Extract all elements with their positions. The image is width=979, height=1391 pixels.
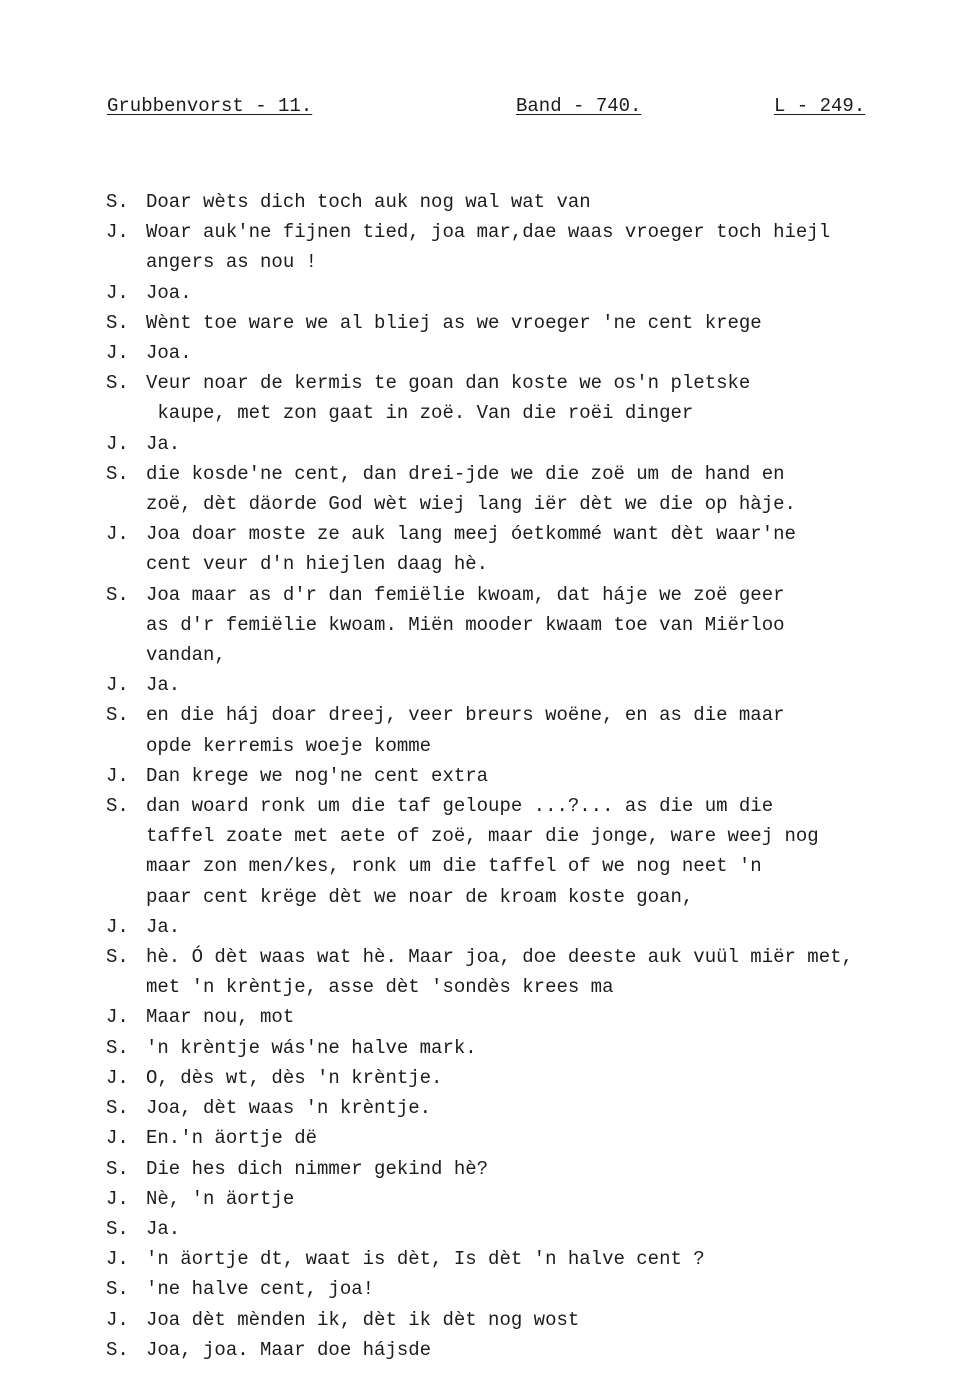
utterance bbox=[146, 1244, 966, 1274]
header-band: Band - 740. bbox=[516, 95, 642, 117]
utterance-line: vandan, bbox=[146, 644, 226, 667]
utterance-line: Veur noar de kermis te goan dan koste we os'n pletske bbox=[146, 372, 751, 395]
utterance bbox=[146, 338, 966, 368]
transcript-turn bbox=[106, 1033, 966, 1063]
utterance-line: Joa maar as d'r dan femiëlie kwoam, dat háje we zoë geer bbox=[146, 583, 785, 606]
utterance bbox=[146, 1274, 966, 1304]
transcript-turn bbox=[106, 1305, 966, 1335]
speaker-label: S. bbox=[106, 583, 129, 606]
transcript-turn bbox=[106, 700, 966, 760]
utterance-line: en die háj doar dreej, veer breurs woëne, en as die maar bbox=[146, 704, 785, 727]
transcript-turn bbox=[106, 1063, 966, 1093]
speaker-label: J. bbox=[106, 1187, 129, 1210]
speaker-label: J. bbox=[106, 342, 129, 365]
transcript-turn bbox=[106, 368, 966, 428]
utterance bbox=[146, 791, 966, 912]
header-code: L - 249. bbox=[774, 95, 866, 117]
speaker-label: S. bbox=[106, 795, 129, 818]
transcript-turn bbox=[106, 1214, 966, 1244]
utterance bbox=[146, 670, 966, 700]
speaker-label: S. bbox=[106, 1036, 129, 1059]
utterance-line: Woar auk'ne fijnen tied, joa mar,dae waas vroeger toch hiejl bbox=[146, 221, 831, 244]
utterance bbox=[146, 519, 966, 579]
utterance-line: Wènt toe ware we al bliej as we vroeger 'ne cent krege bbox=[146, 311, 762, 334]
utterance-line: taffel zoate met aete of zoë, maar die jonge, ware weej nog bbox=[146, 825, 819, 848]
utterance-line: Joa dèt mènden ik, dèt ik dèt nog wost bbox=[146, 1308, 580, 1331]
transcript-turn bbox=[106, 1335, 966, 1365]
transcript-turn bbox=[106, 459, 966, 519]
speaker-label: J. bbox=[106, 915, 129, 938]
utterance bbox=[146, 1063, 966, 1093]
transcript-turn bbox=[106, 217, 966, 277]
utterance bbox=[146, 1214, 966, 1244]
transcript-turn bbox=[106, 429, 966, 459]
speaker-label: J. bbox=[106, 1248, 129, 1271]
utterance-line: Maar nou, mot bbox=[146, 1006, 295, 1029]
speaker-label: J. bbox=[106, 1006, 129, 1029]
transcript-turn bbox=[106, 308, 966, 338]
transcript-turn bbox=[106, 1123, 966, 1153]
speaker-label: S. bbox=[106, 1097, 129, 1120]
utterance-line: Ja. bbox=[146, 1217, 181, 1240]
utterance-line: Nè, 'n äortje bbox=[146, 1187, 295, 1210]
utterance-line: 'n krèntje wás'ne halve mark. bbox=[146, 1036, 477, 1059]
utterance bbox=[146, 700, 966, 760]
utterance bbox=[146, 1305, 966, 1335]
transcript-turn bbox=[106, 1093, 966, 1123]
utterance-line: Joa. bbox=[146, 281, 192, 304]
utterance bbox=[146, 1335, 966, 1365]
utterance-line: met 'n krèntje, asse dèt 'sondès krees ma bbox=[146, 976, 614, 999]
utterance bbox=[146, 1184, 966, 1214]
utterance bbox=[146, 308, 966, 338]
speaker-label: S. bbox=[106, 462, 129, 485]
speaker-label: J. bbox=[106, 523, 129, 546]
utterance-line: as d'r femiëlie kwoam. Miën mooder kwaam toe van Miërloo bbox=[146, 613, 785, 636]
speaker-label: J. bbox=[106, 1127, 129, 1150]
speaker-label: S. bbox=[106, 1278, 129, 1301]
utterance-line: angers as nou ! bbox=[146, 251, 318, 274]
utterance-line: die kosde'ne cent, dan drei-jde we die zoë um de hand en bbox=[146, 462, 785, 485]
utterance-line: Joa doar moste ze auk lang meej óetkommé want dèt waar'ne bbox=[146, 523, 796, 546]
utterance-line: Doar wèts dich toch auk nog wal wat van bbox=[146, 191, 591, 213]
utterance bbox=[146, 187, 966, 217]
speaker-label: S. bbox=[106, 1338, 129, 1361]
utterance-line: Die hes dich nimmer gekind hè? bbox=[146, 1157, 489, 1180]
transcript-turn bbox=[106, 1154, 966, 1184]
transcript-turn bbox=[106, 580, 966, 671]
utterance-line: Joa, joa. Maar doe hájsde bbox=[146, 1338, 432, 1361]
utterance bbox=[146, 1093, 966, 1123]
utterance-line: Ja. bbox=[146, 432, 181, 455]
speaker-label: S. bbox=[106, 311, 129, 334]
speaker-label: S. bbox=[106, 704, 129, 727]
speaker-label: S. bbox=[106, 372, 129, 395]
utterance bbox=[146, 459, 966, 519]
utterance-line: En.'n äortje dë bbox=[146, 1127, 318, 1150]
utterance bbox=[146, 1033, 966, 1063]
utterance-line: Dan krege we nog'ne cent extra bbox=[146, 764, 489, 787]
utterance-line: cent veur d'n hiejlen daag hè. bbox=[146, 553, 489, 576]
utterance-line: 'ne halve cent, joa! bbox=[146, 1278, 375, 1301]
speaker-label: S. bbox=[106, 946, 129, 969]
utterance bbox=[146, 1002, 966, 1032]
utterance-line: Ja. bbox=[146, 674, 181, 697]
transcript-turn bbox=[106, 187, 966, 217]
speaker-label: J. bbox=[106, 432, 129, 455]
transcript-turn bbox=[106, 670, 966, 700]
transcript-turn bbox=[106, 1244, 966, 1274]
utterance bbox=[146, 761, 966, 791]
utterance-line: Joa. bbox=[146, 342, 192, 365]
speaker-label: J. bbox=[106, 1308, 129, 1331]
utterance bbox=[146, 217, 966, 277]
speaker-label: S. bbox=[106, 1157, 129, 1180]
speaker-label: J. bbox=[106, 1066, 129, 1089]
transcript-turn bbox=[106, 1002, 966, 1032]
utterance-line: O, dès wt, dès 'n krèntje. bbox=[146, 1066, 443, 1089]
utterance-line: opde kerremis woeje komme bbox=[146, 734, 432, 757]
speaker-label: J. bbox=[106, 674, 129, 697]
utterance-line: maar zon men/kes, ronk um die taffel of we nog neet 'n bbox=[146, 855, 762, 878]
utterance bbox=[146, 942, 966, 1002]
speaker-label: J. bbox=[106, 764, 129, 787]
utterance-line: Joa, dèt waas 'n krèntje. bbox=[146, 1097, 432, 1120]
transcript-turn bbox=[106, 912, 966, 942]
utterance-line: dan woard ronk um die taf geloupe ...?... as die um die bbox=[146, 795, 774, 818]
header-place: Grubbenvorst - 11. bbox=[107, 95, 313, 117]
utterance bbox=[146, 278, 966, 308]
utterance-line: zoë, dèt däorde God wèt wiej lang iër dèt we die op hàje. bbox=[146, 493, 796, 516]
utterance bbox=[146, 429, 966, 459]
transcript-turn bbox=[106, 278, 966, 308]
utterance-line: paar cent krëge dèt we noar de kroam koste goan, bbox=[146, 885, 694, 908]
speaker-label: S. bbox=[106, 191, 129, 213]
transcript-turn bbox=[106, 791, 966, 912]
utterance-line: 'n äortje dt, waat is dèt, Is dèt 'n halve cent ? bbox=[146, 1248, 705, 1271]
transcript-turn bbox=[106, 519, 966, 579]
utterance bbox=[146, 368, 966, 428]
utterance bbox=[146, 1154, 966, 1184]
utterance-line: Ja. bbox=[146, 915, 181, 938]
utterance-line: hè. Ó dèt waas wat hè. Maar joa, doe deeste auk vuül miër met, bbox=[146, 946, 853, 969]
speaker-label: J. bbox=[106, 281, 129, 304]
speaker-label: S. bbox=[106, 1217, 129, 1240]
transcript bbox=[106, 187, 966, 1365]
utterance-line: kaupe, met zon gaat in zoë. Van die roëi dinger bbox=[146, 402, 694, 425]
transcript-turn bbox=[106, 942, 966, 1002]
utterance bbox=[146, 580, 966, 671]
transcript-turn bbox=[106, 1274, 966, 1304]
transcript-turn bbox=[106, 338, 966, 368]
transcript-turn bbox=[106, 761, 966, 791]
transcript-turn bbox=[106, 1184, 966, 1214]
speaker-label: J. bbox=[106, 221, 129, 244]
utterance bbox=[146, 912, 966, 942]
utterance bbox=[146, 1123, 966, 1153]
